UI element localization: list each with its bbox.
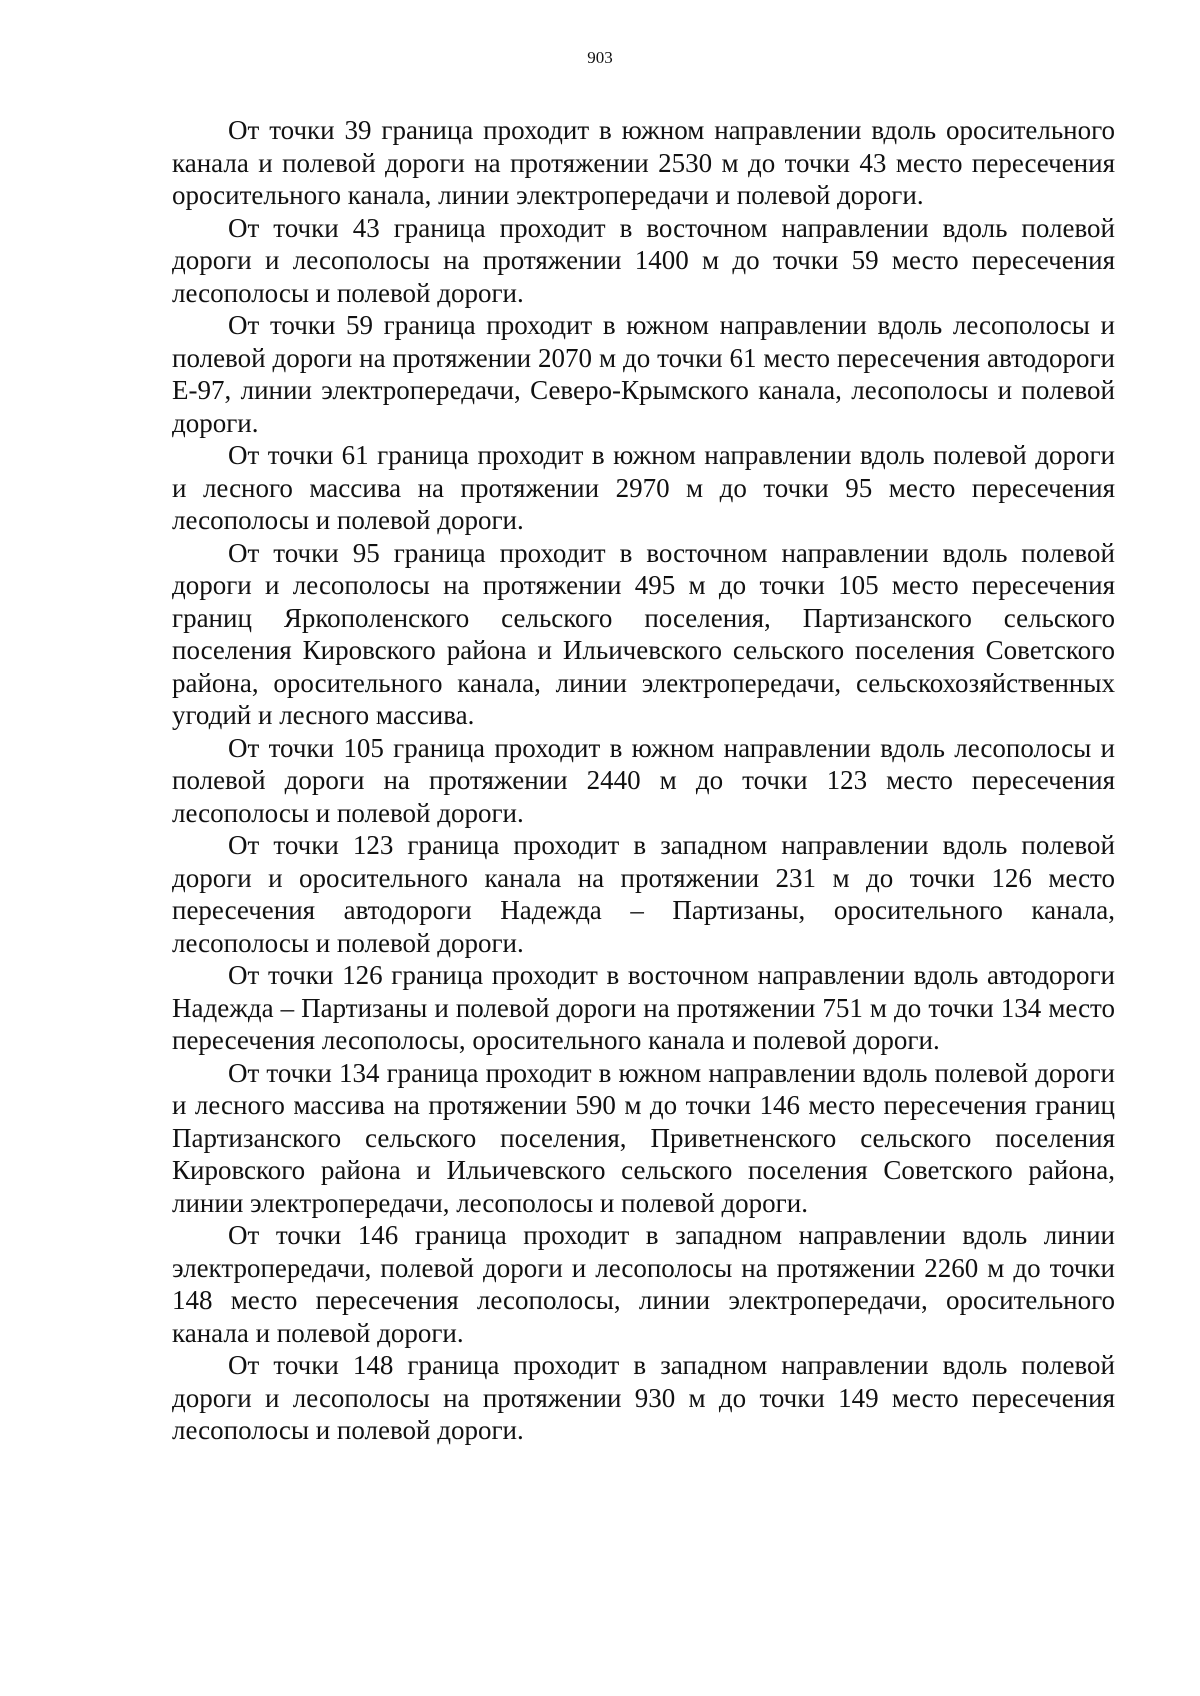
paragraph: От точки 134 граница проходит в южном направлении вдоль полевой дороги и лесного массива на протяжении 590 м до точки 146 место пересечения границ Партизанского сельского поселения, Приветненского сельского поселения Кировского района и Ильичевского сельского поселения Советского района, линии электропередачи, лесополосы и полевой дороги. [172, 1057, 1115, 1218]
paragraph: От точки 95 граница проходит в восточном направлении вдоль полевой дороги и лесополосы на протяжении 495 м до точки 105 место пересечения границ Яркополенского сельского поселения, Партизанского сельского поселения Кировского района и Ильичевского сельского поселения Советского района, оросительного канала, линии электропередачи, сельскохозяйственных угодий и лесного массива. [172, 537, 1115, 730]
paragraph: От точки 123 граница проходит в западном направлении вдоль полевой дороги и оросительного канала на протяжении 231 м до точки 126 место пересечения автодороги Надежда – Партизаны, оросительного канала, лесополосы и полевой дороги. [172, 830, 1115, 958]
paragraph: От точки 59 граница проходит в южном направлении вдоль лесополосы и полевой дороги на протяжении 2070 м до точки 61 место пересечения автодороги Е-97, линии электропередачи, Северо-Крымского канала, лесополосы и полевой дороги. [172, 310, 1115, 438]
document-body [172, 114, 1115, 1447]
paragraph: От точки 148 граница проходит в западном направлении вдоль полевой дороги и лесополосы на протяжении 930 м до точки 149 место пересечения лесополосы и полевой дороги. [172, 1350, 1115, 1445]
page-number: 903 [587, 48, 613, 67]
paragraph: От точки 39 граница проходит в южном направлении вдоль оросительного канала и полевой дороги на протяжении 2530 м до точки 43 место пересечения оросительного канала, линии электропередачи и полевой дороги. [172, 115, 1115, 210]
paragraph: От точки 146 граница проходит в западном направлении вдоль линии электропередачи, полевой дороги и лесополосы на протяжении 2260 м до точки 148 место пересечения лесополосы, линии электропередачи, оросительного канала и полевой дороги. [172, 1220, 1115, 1348]
paragraph: От точки 105 граница проходит в южном направлении вдоль лесополосы и полевой дороги на протяжении 2440 м до точки 123 место пересечения лесополосы и полевой дороги. [172, 732, 1115, 828]
paragraph: От точки 61 граница проходит в южном направлении вдоль полевой дороги и лесного массива на протяжении 2970 м до точки 95 место пересечения лесополосы и полевой дороги. [172, 440, 1115, 535]
paragraph: От точки 126 граница проходит в восточном направлении вдоль автодороги Надежда – Партизаны и полевой дороги на протяжении 751 м до точки 134 место пересечения лесополосы, оросительного канала и полевой дороги. [172, 960, 1115, 1055]
paragraph: От точки 43 граница проходит в восточном направлении вдоль полевой дороги и лесополосы на протяжении 1400 м до точки 59 место пересечения лесополосы и полевой дороги. [172, 212, 1115, 308]
